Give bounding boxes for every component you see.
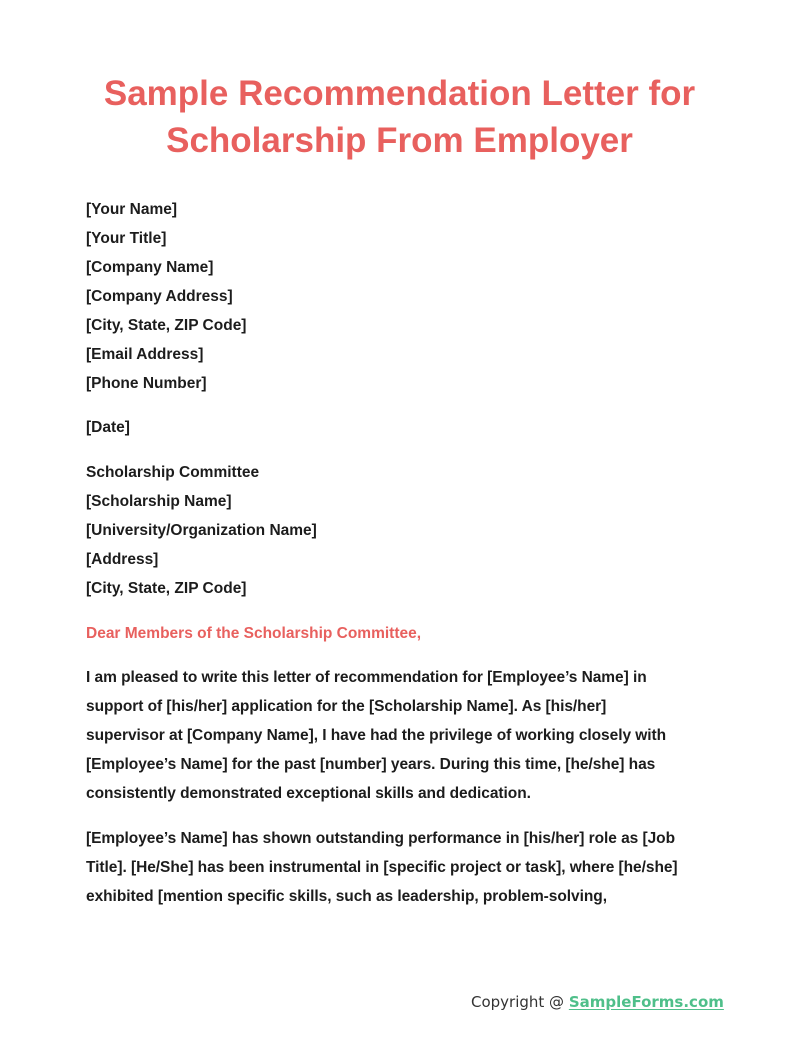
letter-date: [Date] bbox=[86, 419, 130, 436]
body-paragraph-1 bbox=[86, 663, 716, 808]
sender-phone: [Phone Number] bbox=[86, 375, 207, 392]
recipient-address: [Address] bbox=[86, 551, 159, 568]
title-line-2: Scholarship From Employer bbox=[166, 121, 633, 160]
paragraph-line: [Employee’s Name] has shown outstanding performance in [his/her] role as [Job bbox=[86, 830, 675, 847]
sender-title: [Your Title] bbox=[86, 230, 167, 247]
sender-company: [Company Name] bbox=[86, 259, 214, 276]
sender-email: [Email Address] bbox=[86, 346, 204, 363]
date-block bbox=[86, 413, 716, 442]
paragraph-line: consistently demonstrated exceptional skills and dedication. bbox=[86, 785, 531, 802]
paragraph-line: exhibited [mention specific skills, such as leadership, problem-solving, bbox=[86, 888, 607, 905]
paragraph-line: I am pleased to write this letter of recommendation for [Employee’s Name] in bbox=[86, 669, 647, 686]
salutation: Dear Members of the Scholarship Committee, bbox=[86, 625, 422, 642]
recipient-block bbox=[86, 458, 716, 603]
sampleforms-link[interactable]: SampleForms.com bbox=[568, 993, 724, 1011]
body-paragraph-2 bbox=[86, 824, 716, 911]
sender-name: [Your Name] bbox=[86, 201, 178, 218]
recipient-committee: Scholarship Committee bbox=[86, 464, 260, 481]
paragraph-line: supervisor at [Company Name], I have had the privilege of working closely with bbox=[86, 727, 667, 744]
paragraph-line: Title]. [He/She] has been instrumental in [specific project or task], where [he/she] bbox=[86, 859, 678, 876]
sender-company-address: [Company Address] bbox=[86, 288, 233, 305]
recipient-city-state-zip: [City, State, ZIP Code] bbox=[86, 580, 247, 597]
sender-block bbox=[86, 195, 716, 398]
copyright-footer bbox=[471, 993, 724, 1011]
recipient-scholarship-name: [Scholarship Name] bbox=[86, 493, 232, 510]
title-line-1: Sample Recommendation Letter for bbox=[103, 74, 696, 113]
recipient-organization: [University/Organization Name] bbox=[86, 522, 317, 539]
paragraph-line: [Employee’s Name] for the past [number] years. During this time, [he/she] has bbox=[86, 756, 656, 773]
sender-city-state-zip: [City, State, ZIP Code] bbox=[86, 317, 247, 334]
copyright-text: Copyright @ bbox=[471, 993, 569, 1011]
paragraph-line: support of [his/her] application for the [Scholarship Name]. As [his/her] bbox=[86, 698, 607, 715]
document-title bbox=[0, 70, 799, 164]
